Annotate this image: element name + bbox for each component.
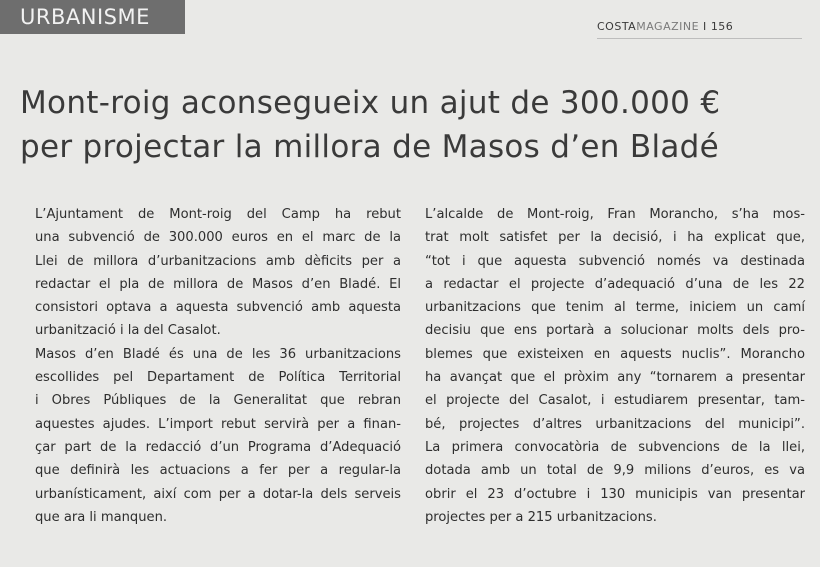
article-column-left [35,203,401,529]
text-line: Masos d’en Bladé és una de les 36 urbanitzacions [35,346,401,362]
article-column-right [425,203,805,529]
text-line: La primera convocatòria de subvencions de la llei, [425,439,805,455]
text-line: blemes que existeixen en aquests nuclis”. Morancho [425,346,805,362]
text-line: Llei de millora d’urbanitzacions amb dèficits per a [35,253,401,269]
text-line: obrir el 23 d’octubre i 130 municipis van presentar [425,486,805,502]
headline-line: Mont-roig aconsegueix un ajut de 300.000 € [20,85,721,121]
text-line: urbanísticament, així com per a dotar-la dels serveis [35,486,401,502]
article-headline [20,81,810,169]
section-label: URBANISME [0,0,185,34]
text-line: L’alcalde de Mont-roig, Fran Morancho, s’ha mos- [425,207,805,222]
text-line: bé, projectes d’altres urbanitzacions del municipi”. [425,416,805,432]
text-line: urbanització i la del Casalot. [35,323,221,339]
text-line: dotada amb un total de 9,9 milions d’euros, es va [425,463,805,479]
text-line: L’Ajuntament de Mont-roig del Camp ha rebut [35,207,401,222]
text-line: trat molt satisfet per la decisió, i ha explicat que, [425,230,805,246]
magazine-name: COSTA [597,20,637,33]
text-line: decisiu que ens portarà a solucionar molts dels pro- [425,323,805,339]
page-number: 156 [710,20,734,33]
text-line: projectes per a 215 urbanitzacions. [425,509,657,525]
text-line: urbanitzacions que tenim al terme, iniciem un camí [425,300,805,316]
magazine-name-light: MAGAZINE [636,20,700,33]
text-line: consistori optava a aquesta subvenció amb aquesta [35,300,401,316]
headline-line: per projectar la millora de Masos d’en Bladé [20,129,719,165]
text-line: una subvenció de 300.000 euros en el marc de la [35,230,401,246]
text-line: que ara li manquen. [35,509,168,525]
masthead [597,20,733,33]
text-line: redactar el pla de millora de Masos d’en Bladé. El [35,276,401,292]
text-line: el projecte del Casalot, i estudiarem presentar, tam- [425,393,805,409]
text-line: ha avançat que el pròxim any “tornarem a presentar [425,370,805,386]
text-line: çar part de la redacció d’un Programa d’Adequació [35,439,401,455]
text-line: escollides pel Departament de Política Territorial [35,370,401,386]
text-line: aquestes ajudes. L’import rebut servirà per a finan- [35,416,401,432]
text-line: que definirà les actuacions a fer per a regular-la [35,463,401,479]
masthead-separator: I [699,20,711,33]
text-line: a redactar el projecte d’adequació d’una de les 22 [425,276,805,292]
text-line: “tot i que aquesta subvenció només va destinada [425,253,805,269]
text-line: i Obres Públiques de la Generalitat que rebran [35,393,401,409]
masthead-rule [597,38,802,39]
